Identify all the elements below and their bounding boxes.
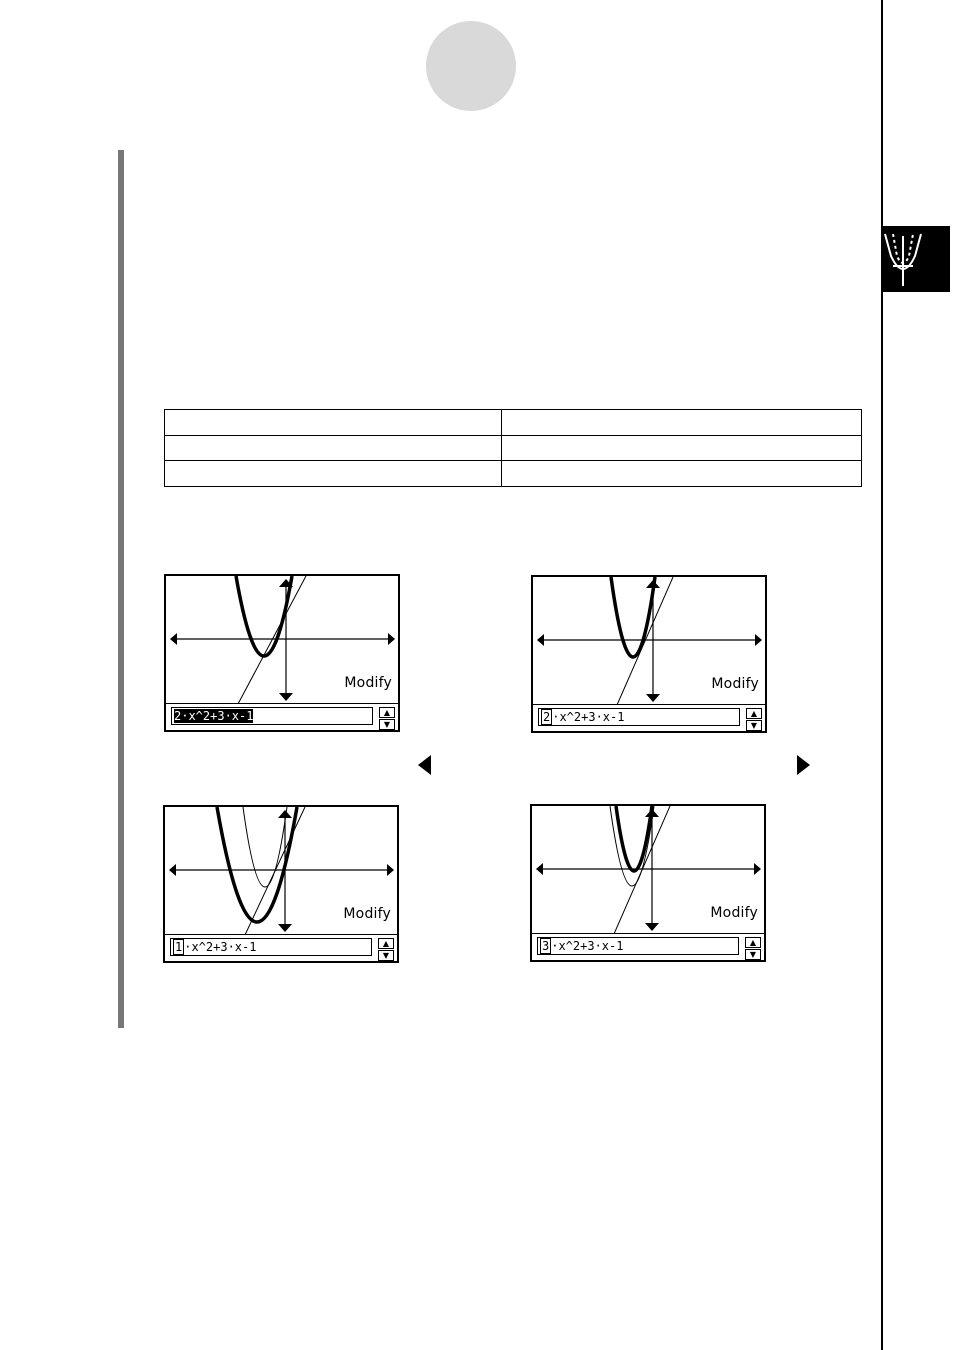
scroll-up-icon[interactable]: ▲ bbox=[746, 708, 762, 719]
scroll-buttons[interactable] bbox=[379, 707, 395, 727]
expression-input[interactable]: 2 ·x^2+3·x-1 bbox=[538, 708, 740, 726]
calculator-screen-4 bbox=[530, 804, 766, 962]
entry-separator bbox=[533, 704, 765, 705]
table-row bbox=[165, 435, 862, 461]
parameter-table bbox=[164, 409, 862, 487]
table-cell bbox=[165, 435, 502, 461]
table-cell bbox=[502, 435, 862, 461]
entry-separator bbox=[166, 703, 398, 704]
calculator-screen-2 bbox=[531, 575, 767, 733]
graph-modify-icon bbox=[881, 226, 950, 292]
table-cell bbox=[165, 461, 502, 487]
right-margin-rule bbox=[881, 0, 883, 1350]
left-arrow-icon[interactable] bbox=[418, 755, 431, 775]
modify-label: Modify bbox=[344, 675, 392, 691]
entry-separator bbox=[165, 934, 397, 935]
table-cell bbox=[165, 410, 502, 436]
scroll-buttons[interactable] bbox=[746, 708, 762, 728]
scroll-up-icon[interactable]: ▲ bbox=[745, 937, 761, 948]
scroll-down-icon[interactable]: ▼ bbox=[378, 950, 394, 961]
scroll-down-icon[interactable]: ▼ bbox=[746, 720, 762, 731]
expression-input[interactable]: 3 ·x^2+3·x-1 bbox=[537, 937, 739, 955]
scroll-up-icon[interactable]: ▲ bbox=[378, 938, 394, 949]
page-number-circle bbox=[426, 21, 516, 111]
entry-separator bbox=[532, 933, 764, 934]
scroll-buttons[interactable] bbox=[745, 937, 761, 957]
scroll-buttons[interactable] bbox=[378, 938, 394, 958]
table-cell bbox=[502, 461, 862, 487]
calculator-screen-1 bbox=[164, 574, 400, 732]
table-row bbox=[165, 410, 862, 436]
expression-input[interactable]: 2·x^2+3·x-1 bbox=[171, 707, 373, 725]
modify-label: Modify bbox=[343, 906, 391, 922]
modify-label: Modify bbox=[711, 676, 759, 692]
expression-input[interactable]: 1 ·x^2+3·x-1 bbox=[170, 938, 372, 956]
calculator-screen-3 bbox=[163, 805, 399, 963]
table-row bbox=[165, 461, 862, 487]
scroll-down-icon[interactable]: ▼ bbox=[745, 949, 761, 960]
right-arrow-icon[interactable] bbox=[797, 755, 810, 775]
section-side-bar bbox=[118, 150, 124, 1028]
scroll-down-icon[interactable]: ▼ bbox=[379, 719, 395, 730]
scroll-up-icon[interactable]: ▲ bbox=[379, 707, 395, 718]
modify-label: Modify bbox=[710, 905, 758, 921]
table-cell bbox=[502, 410, 862, 436]
chapter-tab bbox=[881, 226, 950, 292]
